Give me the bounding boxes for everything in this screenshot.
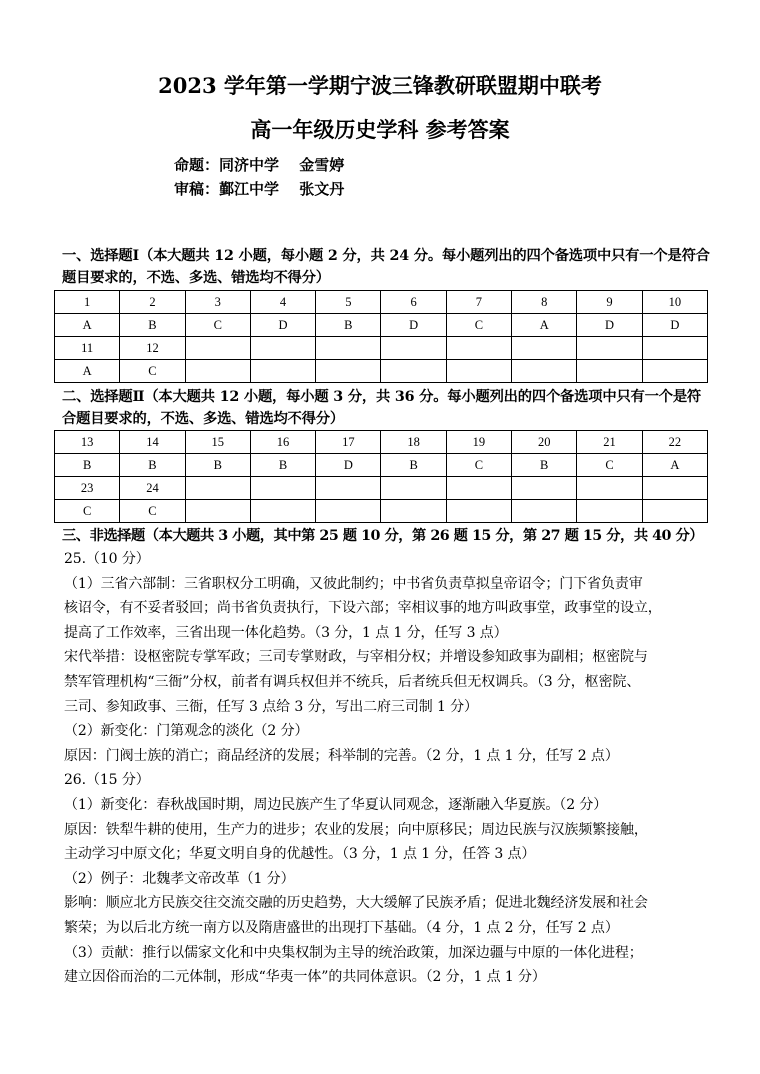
table-cell: 2 xyxy=(120,291,185,314)
table-cell: B xyxy=(120,454,185,477)
answer-body xyxy=(64,547,709,990)
answer-table-2 xyxy=(54,430,708,523)
table-cell: B xyxy=(185,454,250,477)
table-cell xyxy=(642,337,707,360)
table-cell: 23 xyxy=(55,477,120,500)
table-cell xyxy=(642,500,707,523)
answer-line: 三司、参知政事、三衙，任写 3 点给 3 分，写出二府三司制 1 分） xyxy=(64,698,478,715)
table-cell: 6 xyxy=(381,291,446,314)
table-row xyxy=(55,431,708,454)
section1-heading: 一、选择题Ⅰ（本大题共 12 小题，每小题 2 分，共 24 分。每小题列出的四个备选项中只有一个是符合题目要求的，不选、多选、错选均不得分） xyxy=(62,248,710,286)
table-cell xyxy=(381,360,446,383)
answer-line: 核诏令，有不妥者驳回；尚书省负责执行，下设六部；宰相议事的地方叫政事堂，政事堂的设立， xyxy=(64,600,662,617)
answer-line: 禁军管理机构“三衙”分权，前者有调兵权但并不统兵，后者统兵但无权调兵。（3 分，枢密院、 xyxy=(64,673,641,690)
table-cell: C xyxy=(120,500,185,523)
table-cell: C xyxy=(185,314,250,337)
table-cell: A xyxy=(512,314,577,337)
table-cell xyxy=(250,477,315,500)
table-cell: A xyxy=(55,360,120,383)
author-line: 命题：同济中学 金雪婷 xyxy=(174,156,345,174)
table-cell: B xyxy=(381,454,446,477)
table-cell xyxy=(512,337,577,360)
table-cell: D xyxy=(250,314,315,337)
answer-line: 影响：顺应北方民族交往交流交融的历史趋势，大大缓解了民族矛盾；促进北魏经济发展和社会 xyxy=(64,895,648,912)
table-cell xyxy=(446,477,511,500)
section3-heading: 三、非选择题（本大题共 3 小题，其中第 25 题 10 分，第 26 题 15 分，第 27 题 15 分，共 40 分） xyxy=(62,528,704,544)
table-cell xyxy=(577,500,642,523)
table-cell xyxy=(642,360,707,383)
answer-line: 宋代举措：设枢密院专掌军政；三司专掌财政，与宰相分权；并增设参知政事为副相；枢密院与 xyxy=(64,649,648,666)
table-row xyxy=(55,477,708,500)
answer-line: 原因：门阀士族的消亡；商品经济的发展；科举制的完善。（2 分，1 点 1 分，任写 2 点） xyxy=(64,747,619,764)
table-cell: 1 xyxy=(55,291,120,314)
answer-line: 提高了工作效率，三省出现一体化趋势。（3 分，1 点 1 分，任写 3 点） xyxy=(64,624,508,641)
table-cell xyxy=(250,337,315,360)
table-cell xyxy=(512,477,577,500)
table-cell: C xyxy=(55,500,120,523)
table-cell xyxy=(185,477,250,500)
table-cell: 3 xyxy=(185,291,250,314)
table-cell: A xyxy=(55,314,120,337)
table-row xyxy=(55,337,708,360)
reviewer-line: 审稿：鄞江中学 张文丹 xyxy=(174,180,345,198)
table-cell: 19 xyxy=(446,431,511,454)
table-cell: 17 xyxy=(316,431,381,454)
table-cell: C xyxy=(120,360,185,383)
table-cell xyxy=(316,360,381,383)
page-title: 2023 学年第一学期宁波三锋教研联盟期中联考 xyxy=(158,73,602,98)
answer-line: （1）三省六部制：三省职权分工明确，又彼此制约；中书省负责草拟皇帝诏令；门下省负责审 xyxy=(64,575,643,592)
table-cell: 15 xyxy=(185,431,250,454)
table-cell: 24 xyxy=(120,477,185,500)
table-cell xyxy=(250,500,315,523)
table-cell: 5 xyxy=(316,291,381,314)
table-cell: 16 xyxy=(250,431,315,454)
table-cell: D xyxy=(316,454,381,477)
table-cell: 18 xyxy=(381,431,446,454)
answer-line: 26.（15 分） xyxy=(64,772,150,789)
table-cell: C xyxy=(446,454,511,477)
table-cell xyxy=(577,360,642,383)
table-cell: 4 xyxy=(250,291,315,314)
table-cell xyxy=(381,337,446,360)
table-cell xyxy=(185,360,250,383)
answer-line: 建立因俗而治的二元体制，形成“华夷一体”的共同体意识。（2 分，1 点 1 分） xyxy=(64,969,546,986)
table-cell xyxy=(446,500,511,523)
table-cell: 20 xyxy=(512,431,577,454)
table-cell xyxy=(446,337,511,360)
table-cell: 21 xyxy=(577,431,642,454)
section2-heading: 二、选择题Ⅱ（本大题共 12 小题，每小题 3 分，共 36 分。每小题列出的四个备选项中只有一个是符合题目要求的，不选、多选、错选均不得分） xyxy=(62,389,702,427)
table-cell: 7 xyxy=(446,291,511,314)
page-subtitle: 高一年级历史学科 参考答案 xyxy=(250,117,510,142)
table-cell: 14 xyxy=(120,431,185,454)
table-cell: 22 xyxy=(642,431,707,454)
table-cell: B xyxy=(316,314,381,337)
table-cell: 13 xyxy=(55,431,120,454)
table-cell xyxy=(185,337,250,360)
table-cell: B xyxy=(250,454,315,477)
table-cell: 8 xyxy=(512,291,577,314)
answer-table-1 xyxy=(54,290,708,383)
table-cell xyxy=(381,477,446,500)
answer-line: （3）贡献：推行以儒家文化和中央集权制为主导的统治政策，加深边疆与中原的一体化进程； xyxy=(64,944,643,961)
table-cell xyxy=(642,477,707,500)
table-cell: D xyxy=(642,314,707,337)
answer-line: 25.（10 分） xyxy=(64,551,150,567)
answer-line: （1）新变化：春秋战国时期，周边民族产生了华夏认同观念，逐渐融入华夏族。（2 分） xyxy=(64,796,608,813)
table-cell: B xyxy=(120,314,185,337)
table-cell xyxy=(316,337,381,360)
table-row xyxy=(55,500,708,523)
table-cell: 12 xyxy=(120,337,185,360)
table-cell xyxy=(512,500,577,523)
table-cell: A xyxy=(642,454,707,477)
table-cell: C xyxy=(577,454,642,477)
table-cell xyxy=(577,337,642,360)
table-cell: D xyxy=(577,314,642,337)
table-cell xyxy=(316,500,381,523)
table-cell: B xyxy=(55,454,120,477)
answer-line: 繁荣；为以后北方统一南方以及隋唐盛世的出现打下基础。（4 分，1 点 2 分，任写 2 点） xyxy=(64,919,619,936)
table-cell xyxy=(381,500,446,523)
table-cell: C xyxy=(446,314,511,337)
answer-line: （2）新变化：门第观念的淡化（2 分） xyxy=(64,723,309,740)
answer-line: （2）例子：北魏孝文帝改革（1 分） xyxy=(64,870,295,887)
table-row xyxy=(55,314,708,337)
table-cell xyxy=(577,477,642,500)
table-row xyxy=(55,360,708,383)
table-cell: B xyxy=(512,454,577,477)
table-cell xyxy=(512,360,577,383)
table-cell: 9 xyxy=(577,291,642,314)
answer-line: 原因：铁犁牛耕的使用，生产力的进步；农业的发展；向中原移民；周边民族与汉族频繁接触， xyxy=(64,821,648,838)
table-cell: 10 xyxy=(642,291,707,314)
table-row xyxy=(55,454,708,477)
table-cell xyxy=(446,360,511,383)
table-row xyxy=(55,291,708,314)
table-cell xyxy=(185,500,250,523)
table-cell: 11 xyxy=(55,337,120,360)
answer-line: 主动学习中原文化；华夏文明自身的优越性。（3 分，1 点 1 分，任答 3 点） xyxy=(64,846,536,863)
table-cell xyxy=(316,477,381,500)
table-cell xyxy=(250,360,315,383)
table-cell: D xyxy=(381,314,446,337)
